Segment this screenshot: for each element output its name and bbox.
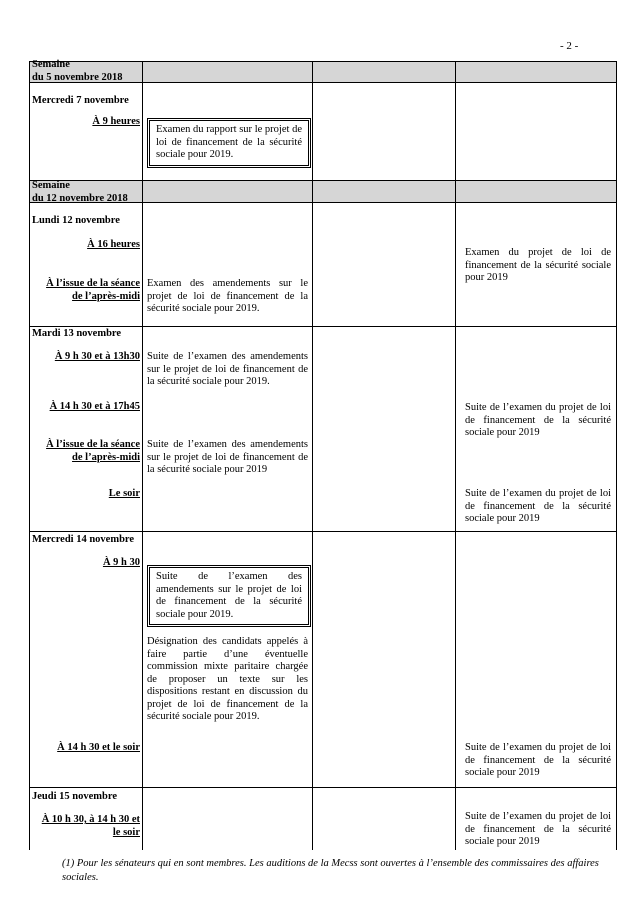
boxed-agenda-item: Examen du rapport sur le projet de loi de financement de la sécurité sociale pour 2019. <box>147 118 311 168</box>
row-divider <box>30 531 616 532</box>
time-label: À l’issue de la séance de l’après-midi <box>46 278 140 302</box>
agenda-item: Suite de l’examen des amendements sur le projet de loi de financement de la sécurité sociale pour 2019 <box>147 439 308 475</box>
agenda-item: Désignation des candidats appelés à faire partie d’une éventuelle commission mixte paritaire chargée de proposer un texte sur les dispositions restant en discussion du projet de loi de financement de la sécurité sociale pour 2019. <box>147 636 308 722</box>
schedule-table <box>29 61 617 850</box>
boxed-agenda-item: Suite de l’examen des amendements sur le projet de loi de financement de la sécurité sociale pour 2019. <box>147 565 311 627</box>
agenda-item: Suite de l’examen du projet de loi de financement de la sécurité sociale pour 2019 <box>465 488 611 524</box>
time-label: À 9 h 30 <box>102 557 140 568</box>
column-divider <box>312 61 313 850</box>
day-label: Mercredi 7 novembre <box>32 95 129 106</box>
footnote: (1) Pour les sénateurs qui en sont membres. Les auditions de la Mecss sont ouvertes à l’ensemble des commissaires des affaires sociales. <box>62 858 599 883</box>
row-divider <box>30 787 616 788</box>
time-label: À 10 h 30, à 14 h 30 et le soir <box>41 814 140 838</box>
row-divider <box>30 326 616 327</box>
day-label: Mercredi 14 novembre <box>32 534 135 545</box>
time-label: Le soir <box>108 488 140 499</box>
week-header: Semaine du 5 novembre 2018 <box>32 59 123 83</box>
time-label: À 14 h 30 et le soir <box>57 742 140 753</box>
agenda-item: Examen des amendements sur le projet de loi de financement de la sécurité sociale pour 2019. <box>147 278 308 314</box>
week-header: Semaine du 12 novembre 2018 <box>32 180 128 204</box>
column-divider <box>455 61 456 850</box>
column-divider <box>142 61 143 850</box>
agenda-item: Suite de l’examen du projet de loi de financement de la sécurité sociale pour 2019 <box>465 811 611 847</box>
time-label: À 16 heures <box>87 239 140 250</box>
day-label: Mardi 13 novembre <box>32 328 122 339</box>
time-label: À l’issue de la séance de l’après-midi <box>46 439 140 463</box>
time-label: À 9 heures <box>92 116 140 127</box>
agenda-item: Suite de l’examen du projet de loi de financement de la sécurité sociale pour 2019 <box>465 742 611 778</box>
page-number: - 2 - <box>560 40 579 52</box>
agenda-item: Examen du projet de loi de financement de la sécurité sociale pour 2019 <box>465 247 611 283</box>
time-label: À 9 h 30 et à 13h30 <box>54 351 140 362</box>
day-label: Jeudi 15 novembre <box>32 791 117 802</box>
agenda-item: Suite de l’examen du projet de loi de financement de la sécurité sociale pour 2019 <box>465 402 611 438</box>
day-label: Lundi 12 novembre <box>32 215 120 226</box>
time-label: À 14 h 30 et à 17h45 <box>49 401 140 412</box>
agenda-item: Suite de l’examen des amendements sur le projet de loi de financement de la sécurité sociale pour 2019. <box>147 351 308 387</box>
